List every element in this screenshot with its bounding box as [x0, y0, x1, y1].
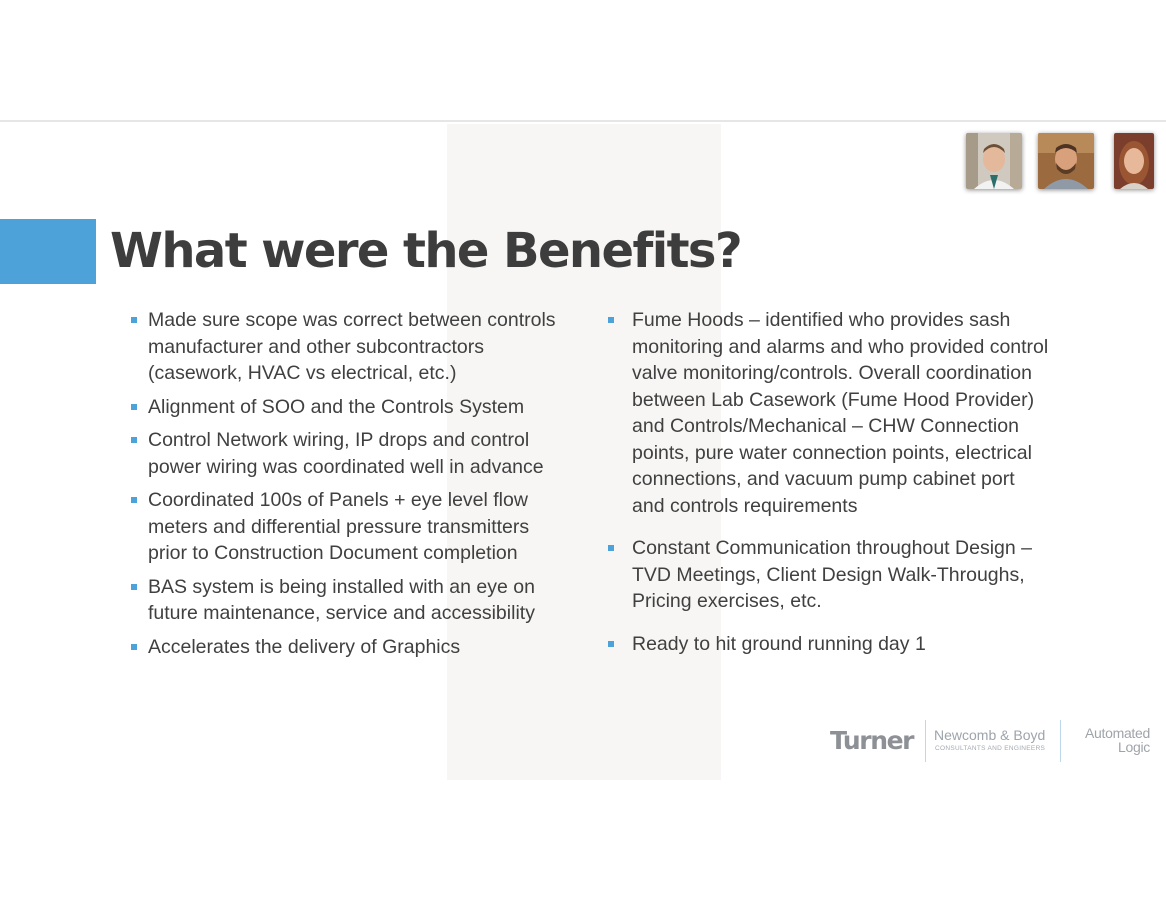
bullet-marker	[608, 641, 614, 647]
bullet-marker	[131, 317, 137, 323]
bullet-text: BAS system is being installed with an eye on future maintenance, service and accessibility	[148, 575, 535, 624]
presenter-3-image	[1114, 133, 1154, 189]
list-item	[130, 394, 570, 421]
logo-divider	[1060, 720, 1061, 762]
bullet-text: Constant Communication throughout Design – TVD Meetings, Client Design Walk-Throughs, Pricing exercises, etc.	[632, 537, 1032, 612]
bullet-marker	[131, 584, 137, 590]
right-bullet-list	[607, 307, 1052, 673]
presenter-photo-1	[966, 133, 1022, 189]
list-item	[130, 574, 570, 627]
bullet-text: Accelerates the delivery of Graphics	[148, 635, 461, 658]
list-item	[130, 427, 570, 480]
bullet-text: Coordinated 100s of Panels + eye level flow meters and differential pressure transmitters prior to Construction Document completion	[148, 489, 530, 564]
bullet-text: Fume Hoods – identified who provides sash monitoring and alarms and who provided control valve monitoring/controls. Overall coordination between Lab Casework (Fume Hood Provider) and Controls/Mechanical – CHW Connection points, pure water connection points, electrical connections, and vacuum pump cabinet port and controls requirements	[632, 309, 1049, 517]
bullet-text: Control Network wiring, IP drops and control power wiring was coordinated well in advance	[148, 429, 544, 478]
left-bullet-list	[130, 307, 570, 667]
list-item	[130, 307, 570, 387]
bullet-text: Ready to hit ground running day 1	[632, 632, 926, 655]
presenter-1-image	[966, 133, 1022, 189]
list-item	[130, 634, 570, 661]
automated-logic-line1: Automated	[1084, 725, 1150, 741]
newcomb-boyd-logo: Newcomb & Boyd	[934, 727, 1046, 743]
turner-logo: Turner	[830, 726, 914, 755]
bullet-marker	[131, 497, 137, 503]
automated-logic-line2: Logic	[1118, 739, 1150, 755]
slide-title: What were the Benefits?	[110, 223, 742, 279]
automated-logic-logo	[1068, 726, 1150, 754]
bullet-text: Alignment of SOO and the Controls System	[148, 395, 525, 418]
list-item	[607, 535, 1052, 615]
header-divider	[0, 120, 1166, 122]
bullet-marker	[608, 545, 614, 551]
bullet-marker	[131, 437, 137, 443]
bullet-marker	[131, 644, 137, 650]
bullet-marker	[608, 317, 614, 323]
bullet-text: Made sure scope was correct between controls manufacturer and other subcontractors (casework, HVAC vs electrical, etc.)	[148, 309, 556, 384]
list-item	[607, 307, 1052, 519]
title-accent-block	[0, 219, 96, 284]
list-item	[130, 487, 570, 567]
partner-logos	[830, 720, 1155, 764]
presenter-2-image	[1038, 133, 1094, 189]
list-item	[607, 631, 1052, 658]
presenter-photo-3	[1114, 133, 1154, 189]
newcomb-boyd-tagline: CONSULTANTS AND ENGINEERS	[935, 745, 1046, 752]
presenter-photo-2	[1038, 133, 1094, 189]
bullet-marker	[131, 404, 137, 410]
logo-divider	[925, 720, 926, 762]
